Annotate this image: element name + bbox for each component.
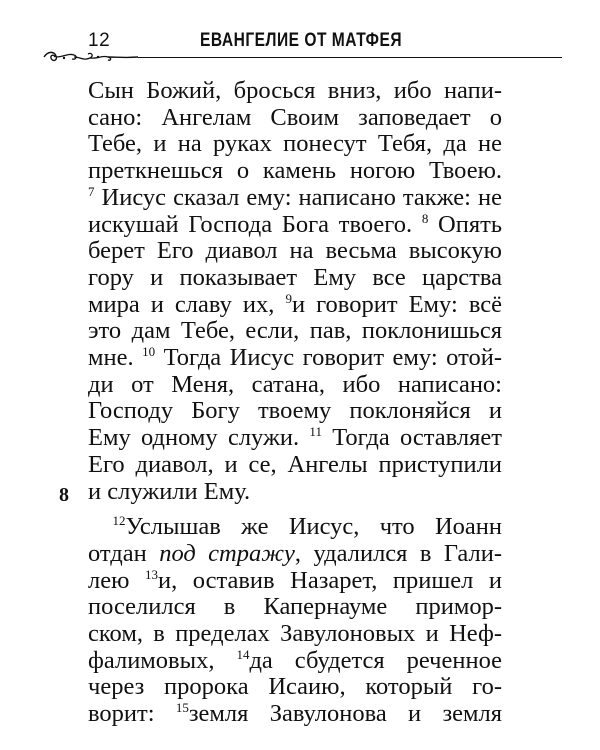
text-run: преткнешься о камень ногою Твоею.: [88, 157, 502, 185]
text-run: ворит:: [88, 700, 155, 728]
text-run: ди от Меня, сатана, ибо написано:: [88, 370, 502, 398]
running-title: ЕВАНГЕЛИЕ ОТ МАТФЕЯ: [200, 30, 403, 51]
gospel-text: [88, 78, 502, 728]
text-line: [88, 479, 502, 506]
text-run: Его диавол, и се, Ангелы приступили: [88, 450, 502, 478]
text-run: поселился в Капернауме примор-: [88, 593, 502, 621]
text-line: [88, 621, 502, 648]
text-run: мира и славу их,: [88, 290, 275, 318]
text-run: Тогда Иисус говорит ему: отой-: [163, 344, 502, 372]
page-number: 12: [88, 30, 111, 51]
text-run: Тебе, и на руках понесут Тебя, да не: [88, 130, 502, 158]
text-line: [88, 345, 502, 372]
text-run: и служили Ему.: [88, 477, 251, 505]
scroll-ornament-icon: [40, 48, 140, 66]
text-run: через пророка Исаию, который го-: [88, 673, 502, 701]
verse-number: 14: [236, 646, 250, 662]
verse-number: 10: [142, 344, 156, 360]
text-line: [88, 212, 502, 239]
text-run: Услышав же Иисус, что Иоанн: [125, 513, 502, 541]
text-line: [88, 701, 502, 728]
text-run: Ему одному служи.: [88, 424, 300, 452]
text-run: берет Его диавол на весьма высокую: [88, 237, 502, 265]
text-run: ском, в пределах Завулоновых и Неф-: [88, 620, 502, 648]
text-run: да сбудется реченное: [249, 646, 502, 674]
header-rule: [138, 57, 562, 58]
verse-number: 13: [144, 566, 158, 582]
text-line: [88, 318, 502, 345]
text-run: Иисус сказал ему: написано также: не: [101, 183, 502, 211]
page-header: [40, 26, 562, 66]
text-run: и говорит Ему: всё: [291, 290, 502, 318]
verse-number: 7: [88, 183, 95, 199]
verse-number: 9: [285, 290, 292, 306]
verse-number: 11: [309, 424, 322, 440]
text-line: [88, 452, 502, 479]
text-line: [88, 158, 502, 185]
text-line: [88, 648, 502, 675]
text-line: [88, 568, 502, 595]
text-run: и, оставив Назарет, пришел и: [157, 566, 502, 594]
text-run: Тогда оставляет: [332, 424, 502, 452]
text-line: [88, 372, 502, 399]
text-line: [88, 292, 502, 319]
text-line: [88, 514, 502, 541]
text-line: [88, 238, 502, 265]
text-line: [88, 674, 502, 701]
verse-number: 12: [112, 513, 126, 529]
text-run: сано: Ангелам Своим заповедает о: [88, 103, 502, 131]
italic-phrase: под стражу: [159, 539, 295, 567]
text-run: Опять: [438, 210, 503, 238]
text-run: отдан: [88, 539, 160, 567]
text-run: , удалился в Гали-: [294, 539, 502, 567]
text-run: искушай Господа Бога твоего.: [88, 210, 413, 238]
text-line: [88, 185, 502, 212]
text-run: Сын Божий, бросься вниз, ибо напи-: [88, 77, 502, 104]
section-marker: 8: [59, 484, 69, 506]
text-run: это дам Тебе, если, пав, поклонишься: [88, 317, 502, 345]
text-line: [88, 425, 502, 452]
text-line: [88, 78, 502, 105]
text-line: [88, 105, 502, 132]
text-line: [88, 265, 502, 292]
text-run: Господу Богу твоему поклоняйся и: [88, 397, 502, 425]
text-run: фалимовых,: [88, 646, 215, 674]
verse-number: 8: [421, 210, 429, 226]
text-line: [88, 541, 502, 568]
text-run: мне.: [88, 344, 134, 372]
text-line: [88, 131, 502, 158]
text-line: [88, 594, 502, 621]
text-run: гору и показывает Ему все царства: [88, 263, 502, 291]
text-line: [88, 398, 502, 425]
verse-number: 15: [175, 700, 189, 716]
text-run: земля Завулонова и земля: [188, 700, 502, 728]
text-run: лею: [88, 566, 130, 594]
